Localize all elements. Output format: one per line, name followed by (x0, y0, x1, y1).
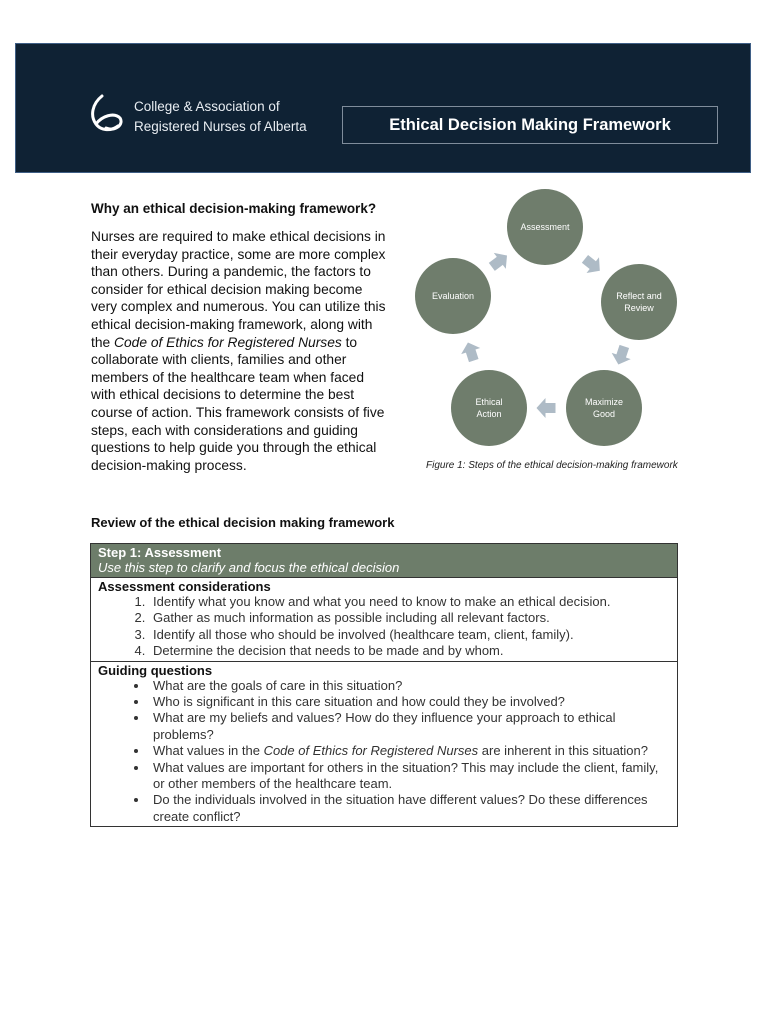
question-text-after: are inherent in this situation? (478, 743, 648, 759)
step-label-ethical-action: Ethical Action (475, 397, 503, 419)
considerations-section (91, 578, 677, 661)
list-item (149, 743, 670, 759)
list-item: 2. Gather as much information as possible including all relevant factors. (149, 610, 670, 626)
intro-text-after: to collaborate with clients, families and other members of the healthcare team when faced with ethical decisions to determine the best course of action. This framework consists of five steps, each with considerations and guiding questions to help guide you through the ethical decision-making process. (91, 334, 385, 473)
list-item: 3. Identify all those who should be involved (healthcare team, client, family). (149, 627, 670, 643)
step-circle-reflect-and-review (601, 264, 677, 340)
list-item: 1. Identify what you know and what you need to know to make an ethical decision. (149, 594, 670, 610)
step-subtitle: Use this step to clarify and focus the ethical decision (98, 560, 400, 575)
step-label-assessment: Assessment (520, 222, 570, 232)
header-banner (15, 43, 751, 173)
org-name-line1: College & Association of (134, 99, 280, 114)
org-name-line2: Registered Nurses of Alberta (134, 119, 307, 134)
document-title: Ethical Decision Making Framework (342, 106, 718, 144)
step-label-reflect-and-review: Reflect and Review (616, 291, 662, 313)
questions-title: Guiding questions (98, 662, 213, 678)
considerations-title: Assessment considerations (98, 579, 271, 594)
intro-paragraph (91, 228, 391, 474)
list-item: • What are the goals of care in this situation? (149, 678, 670, 694)
questions-list (98, 678, 670, 826)
framework-cycle-diagram (405, 185, 695, 455)
considerations-list (98, 594, 670, 660)
arrow-icon (579, 251, 606, 278)
review-heading: Review of the ethical decision making framework (91, 515, 395, 530)
intro-text-before: Nurses are required to make ethical decisions in their everyday practice, some are more complex than others. During a pandemic, the factors to consider for ethical decision making become very complex and numerous. You can utilize this ethical decision-making framework, along with the (91, 229, 386, 350)
step-header (91, 544, 677, 578)
step-title: Step 1: Assessment (98, 545, 222, 560)
arrow-icon (486, 248, 513, 275)
list-item: • Do the individuals involved in the situation have different values? Do these differences create conflict? (149, 792, 670, 825)
list-item: • Who is significant in this care situation and how could they be involved? (149, 694, 670, 710)
arrow-icon (609, 343, 634, 367)
figure-caption: Figure 1: Steps of the ethical decision-making framework (426, 460, 678, 471)
step-circle-ethical-action (451, 370, 527, 446)
question-text-italic: Code of Ethics for Registered Nurses (263, 743, 479, 759)
step-label-maximize-good: Maximize Good (584, 397, 624, 419)
questions-section (91, 661, 677, 827)
step-table (90, 543, 678, 827)
step-circle-maximize-good (566, 370, 642, 446)
list-item: • What are my beliefs and values? How do they influence your approach to ethical problems? (149, 710, 670, 743)
organization-name (134, 97, 307, 137)
list-item: • What values are important for others in the situation? This may include the client, family, or other members of the healthcare team. (149, 760, 670, 793)
list-item: 4. Determine the decision that needs to be made and by whom. (149, 643, 670, 659)
arrow-icon (458, 339, 483, 363)
intro-text-italic: Code of Ethics for Registered Nurses (114, 334, 342, 350)
carna-logo-icon (88, 94, 126, 134)
arrow-icon (537, 398, 556, 418)
step-label-evaluation: Evaluation (431, 291, 475, 301)
intro-heading: Why an ethical decision-making framework? (91, 201, 377, 216)
question-text-before: What values in the (153, 743, 264, 759)
